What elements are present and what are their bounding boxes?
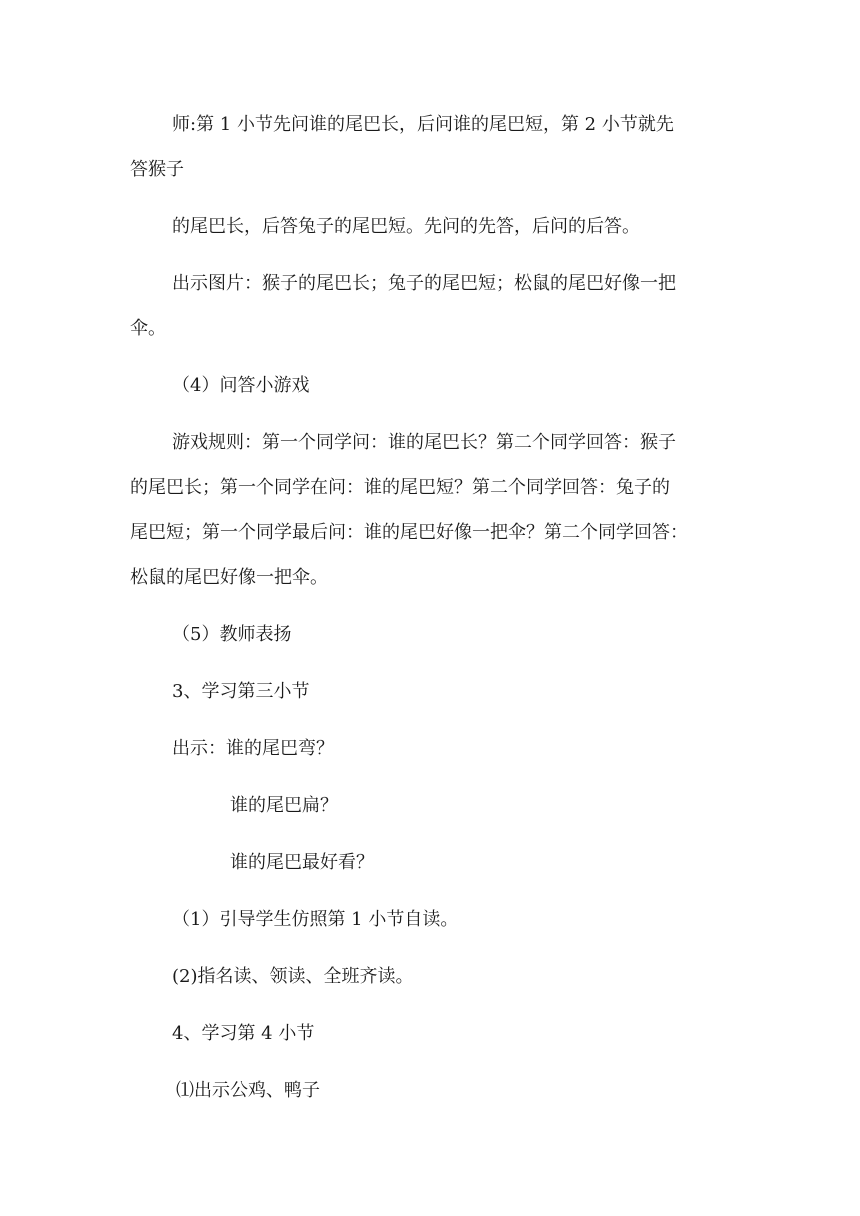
game-rules-line-4: 松鼠的尾巴好像一把伞。 [130,567,328,588]
heading-teacher-praise: （5）教师表扬 [172,624,292,645]
heading-qa-game: （4）问答小游戏 [172,375,310,396]
step-show-rooster-duck: ⑴出示公鸡、鸭子 [176,1080,320,1101]
step-self-read: （1）引导学生仿照第 1 小节自读。 [172,909,459,930]
heading-section-4: 4、学习第 4 小节 [172,1023,315,1044]
show-question-1: 出示：谁的尾巴弯？ [172,738,334,759]
game-rules-line-2: 的尾巴长；第一个同学在问：谁的尾巴短？第二个同学回答：兔子的 [130,477,670,498]
show-question-2: 谁的尾巴扁？ [230,795,338,816]
paragraph-show-pictures-line-2: 伞。 [130,318,166,339]
paragraph-teacher-line-1: 师:第 1 小节先问谁的尾巴长，后问谁的尾巴短，第 2 小节就先 [172,114,674,135]
paragraph-show-pictures-line-1: 出示图片：猴子的尾巴长；兔子的尾巴短；松鼠的尾巴好像一把 [172,273,676,294]
paragraph-teacher-line-2: 答猴子 [130,159,184,180]
heading-section-3: 3、学习第三小节 [172,681,310,702]
game-rules-line-3: 尾巴短；第一个同学最后问：谁的尾巴好像一把伞？第二个同学回答： [130,522,688,543]
game-rules-line-1: 游戏规则：第一个同学问：谁的尾巴长？第二个同学回答：猴子 [172,432,676,453]
show-question-3: 谁的尾巴最好看？ [230,852,374,873]
paragraph-answer-order: 的尾巴长，后答兔子的尾巴短。先问的先答，后问的后答。 [172,216,640,237]
step-read-aloud: (2)指名读、领读、全班齐读。 [172,966,414,987]
